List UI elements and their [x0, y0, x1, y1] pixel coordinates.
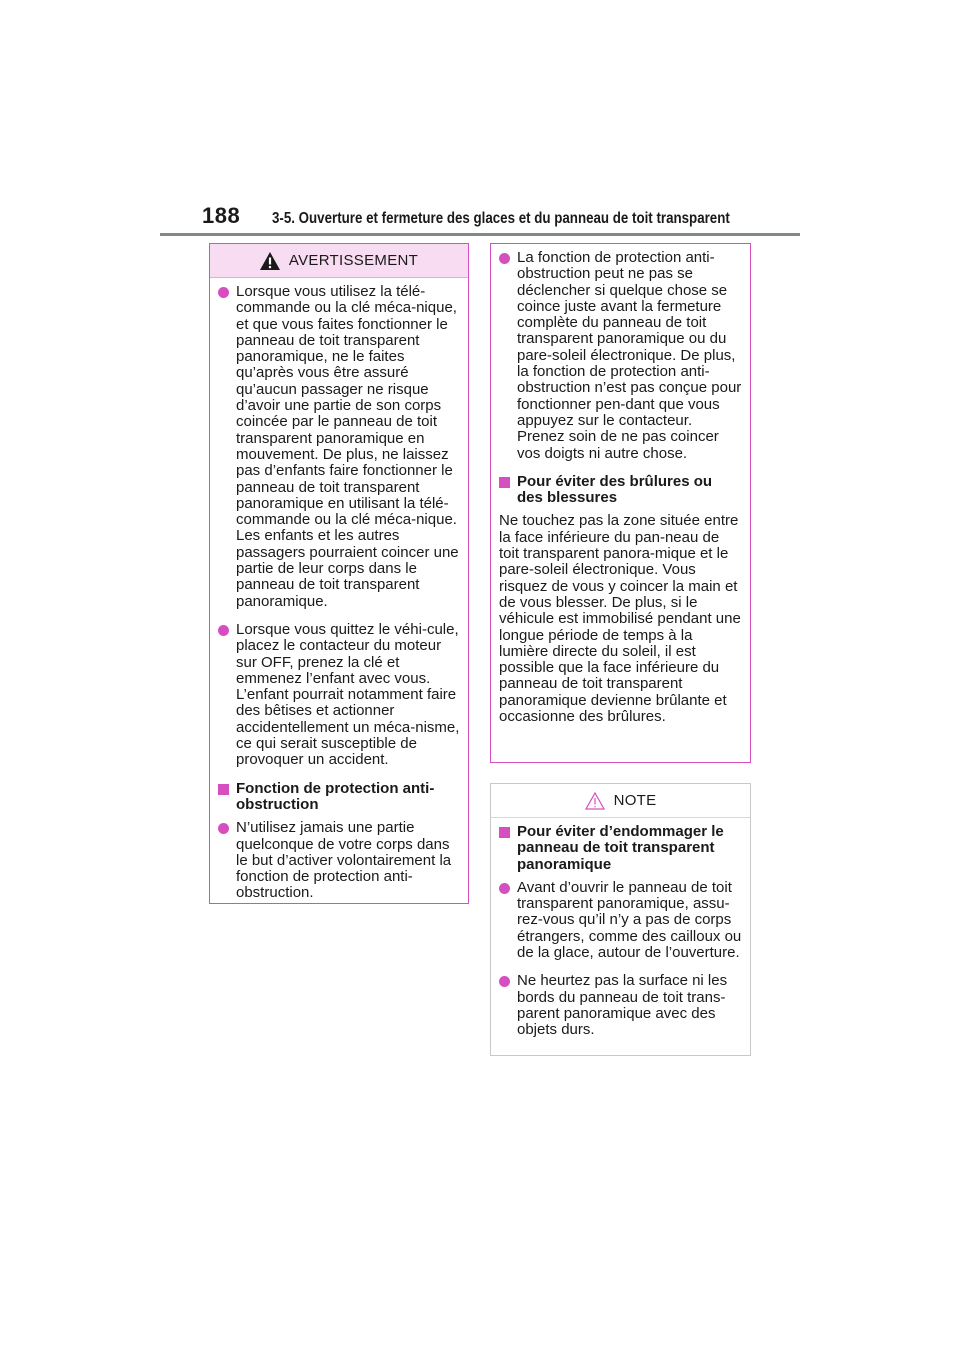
subheading-text: Pour éviter des brûlures ou des blessures — [517, 472, 713, 507]
square-bullet-icon — [499, 477, 510, 488]
bullet-dot-icon — [499, 253, 510, 264]
bullet-dot-icon — [499, 976, 510, 987]
header-rule — [160, 233, 800, 236]
bullet-text: Lorsque vous quittez le véhi-cule, placez le contacteur du moteur sur OFF, prenez la clé et emmenez l’enfant avec vous. L’enfant pourrait notamment faire des bêtises et actionner accidentellement un méca-nisme, ce qui serait susceptible de provoquer un accident. — [236, 620, 460, 769]
list-item — [499, 250, 742, 462]
warning-left-body — [210, 278, 468, 902]
warning-right-body — [491, 244, 750, 725]
warning-triangle-icon — [260, 252, 280, 270]
bullet-text: Avant d’ouvrir le panneau de toit transparent panoramique, assu-rez-vous qu’il n’y a pas de corps étrangers, comme des cailloux ou de la glace, autour de l’ouverture. — [517, 878, 742, 962]
list-item — [499, 880, 742, 961]
subheading-text: Pour éviter d’endommager le panneau de toit transparent panoramique — [517, 823, 724, 873]
bullet-text: Lorsque vous utilisez la télé-commande ou la clé méca-nique, et que vous faites fonctionner le panneau de toit transparent panoramique, ne le faites qu’après vous être assuré qu’aucun passager ne risque d’avoir une partie de son corps coincée par le panneau de toit transparent panoramique en mouvement. De plus, ne laissez pas d’enfants faire fonctionner le panneau de toit transparent panoramique en utilisant la télé-commande ou la clé méca-nique. Les enfants et les autres passagers pourraient coincer une partie de leur corps dans le panneau de toit transparent panoramique. — [236, 283, 459, 610]
bullet-dot-icon — [218, 823, 229, 834]
warning-box-left — [209, 243, 469, 904]
subheading — [218, 781, 460, 814]
bullet-text: La fonction de protection anti-obstruction peut ne pas se déclencher si quelque chose se coince juste avant la fermeture complète du panneau de toit transparent panoramique ou du pare-soleil électronique. De plus, la fonction de protection anti-obstruction n’est pas conçue pour fonctionner pen-dant que vous appuyez sur le contacteur. Prenez soin de ne pas coincer vos doigts ni autre chose. — [517, 249, 742, 462]
warning-box-right — [490, 243, 751, 763]
bullet-text: N’utilisez jamais une partie quelconque de votre corps dans le but d’activer volontairement la fonction de protection anti-obstruction. — [236, 819, 452, 902]
subheading — [499, 474, 742, 507]
list-item — [218, 820, 460, 901]
warning-header — [210, 244, 468, 278]
bullet-text: Ne heurtez pas la surface ni les bords du panneau de toit trans-parent panoramique avec des objets durs. — [517, 972, 728, 1039]
list-item — [218, 622, 460, 769]
subheading-text: Fonction de protection anti-obstruction — [236, 779, 435, 813]
subheading — [499, 824, 742, 873]
square-bullet-icon — [499, 827, 510, 838]
section-title: 3-5. Ouverture et fermeture des glaces et du panneau de toit transparent — [272, 210, 730, 227]
warning-title: AVERTISSEMENT — [288, 252, 419, 269]
caution-triangle-outline-icon — [585, 792, 605, 810]
note-box — [490, 783, 751, 1056]
bullet-dot-icon — [499, 883, 510, 894]
note-title: NOTE — [613, 792, 657, 809]
page-number: 188 — [202, 203, 241, 228]
list-item — [218, 284, 460, 610]
note-header — [491, 784, 750, 818]
square-bullet-icon — [218, 784, 229, 795]
bullet-dot-icon — [218, 287, 229, 298]
bullet-dot-icon — [218, 625, 229, 636]
list-item — [499, 973, 742, 1038]
paragraph: Ne touchez pas la zone située entre la face inférieure du pan-neau de toit transparent panora-mique et le pare-soleil électronique. Vous risquez de vous y coincer la main et de vous blesser. De plus, si le véhicule est immobilisé pendant une longue période de temps à la lumière directe du soleil, il est possible que la face inférieure du panneau de toit transparent panoramique devienne brûlante et occasionne des brûlures. — [499, 512, 741, 726]
note-body — [491, 818, 750, 1039]
